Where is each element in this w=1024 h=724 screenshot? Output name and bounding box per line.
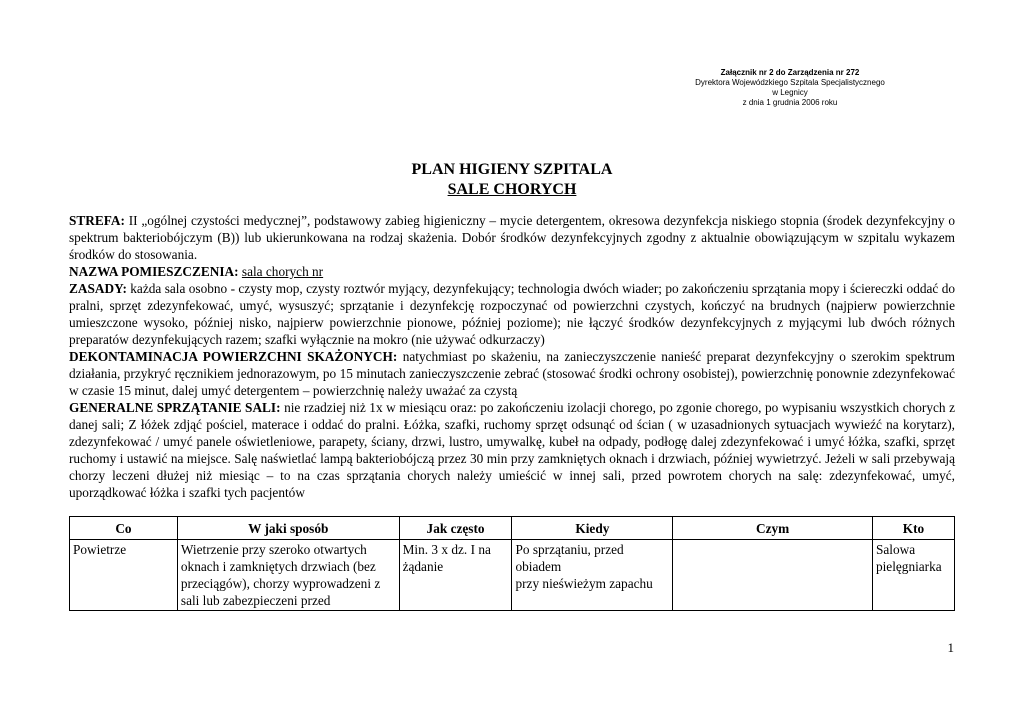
zasady-label: ZASADY:: [69, 281, 127, 296]
document-title: PLAN HIGIENY SZPITALA: [411, 161, 613, 178]
zasady-paragraph: [69, 280, 955, 348]
page-number: 1: [947, 640, 954, 655]
annex-line-2: Dyrektora Wojewódzkiego Szpitala Specjalistycznego: [695, 78, 885, 87]
cell-kto: Salowa pielęgniarka: [872, 540, 954, 611]
column-header-kto: Kto: [872, 517, 954, 540]
table-header-row: [70, 517, 955, 540]
nazwa-paragraph: [69, 263, 955, 280]
cell-kiedy: [512, 540, 673, 611]
generalne-paragraph: [69, 399, 955, 501]
column-header-czesto: Jak często: [399, 517, 512, 540]
strefa-label: STREFA:: [69, 213, 125, 228]
table-row: [70, 540, 955, 611]
column-header-sposob: W jaki sposób: [177, 517, 399, 540]
cell-co: Powietrze: [70, 540, 178, 611]
cell-kiedy-line-1: Po sprzątaniu, przed obiadem: [515, 542, 624, 574]
cell-czesto: Min. 3 x dz. I na żądanie: [399, 540, 512, 611]
column-header-kiedy: Kiedy: [512, 517, 673, 540]
dekontaminacja-label: DEKONTAMINACJA POWIERZCHNI SKAŻONYCH:: [69, 349, 398, 364]
hygiene-plan-table: [69, 516, 955, 611]
dekontaminacja-text: natychmiast po skażeniu, na zanieczyszczenie nanieść preparat dezynfekcyjny o szerokim spektrum działania, przykryć ręcznikiem jednorazowym, po 15 minutach zanieczyszczenie zebrać (stosować środki ochrony osobistej), powierzchnię ponownie zdezynfekować w czasie 15 minut, dalej umyć detergentem – powierzchnię należy uważać za czystą: [69, 349, 955, 398]
strefa-text: II „ogólnej czystości medycznej”, podstawowy zabieg higieniczny – mycie detergentem, okresowa dezynfekcja niskiego stopnia (środek dezynfekcyjny o spektrum bakteriobójczym (B)) lub ukierunkowana na rodzaj skażenia. Dobór środków dezynfekcyjnych zgodny z aktualnie obowiązującym w szpitalu wykazem środków do stosowania.: [69, 213, 955, 262]
cell-kiedy-line-2: przy nieświeżym zapachu: [515, 576, 653, 591]
annex-header: [640, 68, 940, 108]
document-subtitle: SALE CHORYCH: [447, 181, 577, 198]
cell-sposob: Wietrzenie przy szeroko otwartych oknach i zamkniętych drzwiach (bez przeciągów), chorzy wyprowadzeni z sali lub zabezpieczeni przed: [177, 540, 399, 611]
document-body: [69, 212, 955, 501]
cell-czym: [673, 540, 873, 611]
annex-line-1: Załącznik nr 2 do Zarządzenia nr 272: [720, 68, 860, 77]
dekontaminacja-paragraph: [69, 348, 955, 399]
generalne-label: GENERALNE SPRZĄTANIE SALI:: [69, 400, 281, 415]
strefa-paragraph: [69, 212, 955, 263]
column-header-czym: Czym: [673, 517, 873, 540]
nazwa-value: sala chorych nr: [241, 264, 324, 279]
column-header-co: Co: [70, 517, 178, 540]
annex-line-3: w Legnicy: [772, 88, 808, 97]
generalne-text: nie rzadziej niż 1x w miesiącu oraz: po zakończeniu izolacji chorego, po zgonie chorego, po wypisaniu wszystkich chorych z danej sali; Z łóżek zdjąć pościel, materace i oddać do pralni. Łóżka, szafki, ruchomy sprzęt odsunąć od ścian ( w uzasadnionych sytuacjach wywieźć na korytarz), zdezynfekować / umyć panele oświetleniowe, parapety, ściany, drzwi, lustro, umywalkę, kubeł na odpady, podłogę dalej zdezynfekować i umyć łóżka, szafki, sprzęt ruchomy i ustawić na miejsce. Salę naświetlać lampą bakteriobójczą przez 30 min przy zamkniętych oknach i drzwiach, później wywietrzyć. Jeżeli w sali przebywają chorzy leczeni dłużej niż miesiąc – to na czas sprzątania chorych należy umieścić w innej sali, przed powrotem chorych na salę: zdezynfekować, umyć, uporządkować łóżka i szafki tych pacjentów: [69, 400, 955, 500]
nazwa-label: NAZWA POMIESZCZENIA:: [69, 264, 239, 279]
annex-line-4: z dnia 1 grudnia 2006 roku: [742, 98, 838, 107]
zasady-text: każda sala osobno - czysty mop, czysty roztwór myjący, dezynfekujący; technologia dwóch wiader; po zakończeniu sprzątania mopy i ściereczki oddać do pralni, sprzęt zdezynfekować, umyć, wysuszyć; sprzątanie i dezynfekcję rozpoczynać od powierzchni czystych, kończyć na brudnych (najpierw powierzchnie umieszczone wysoko, później nisko, najpierw powierzchnie pionowe, później poziome); nie łączyć środków dezynfekcyjnych z myjącymi lub dwóch różnych preparatów dezynfekujących razem; szafki wyłącznie na mokro (nie używać odkurzaczy): [69, 281, 955, 347]
